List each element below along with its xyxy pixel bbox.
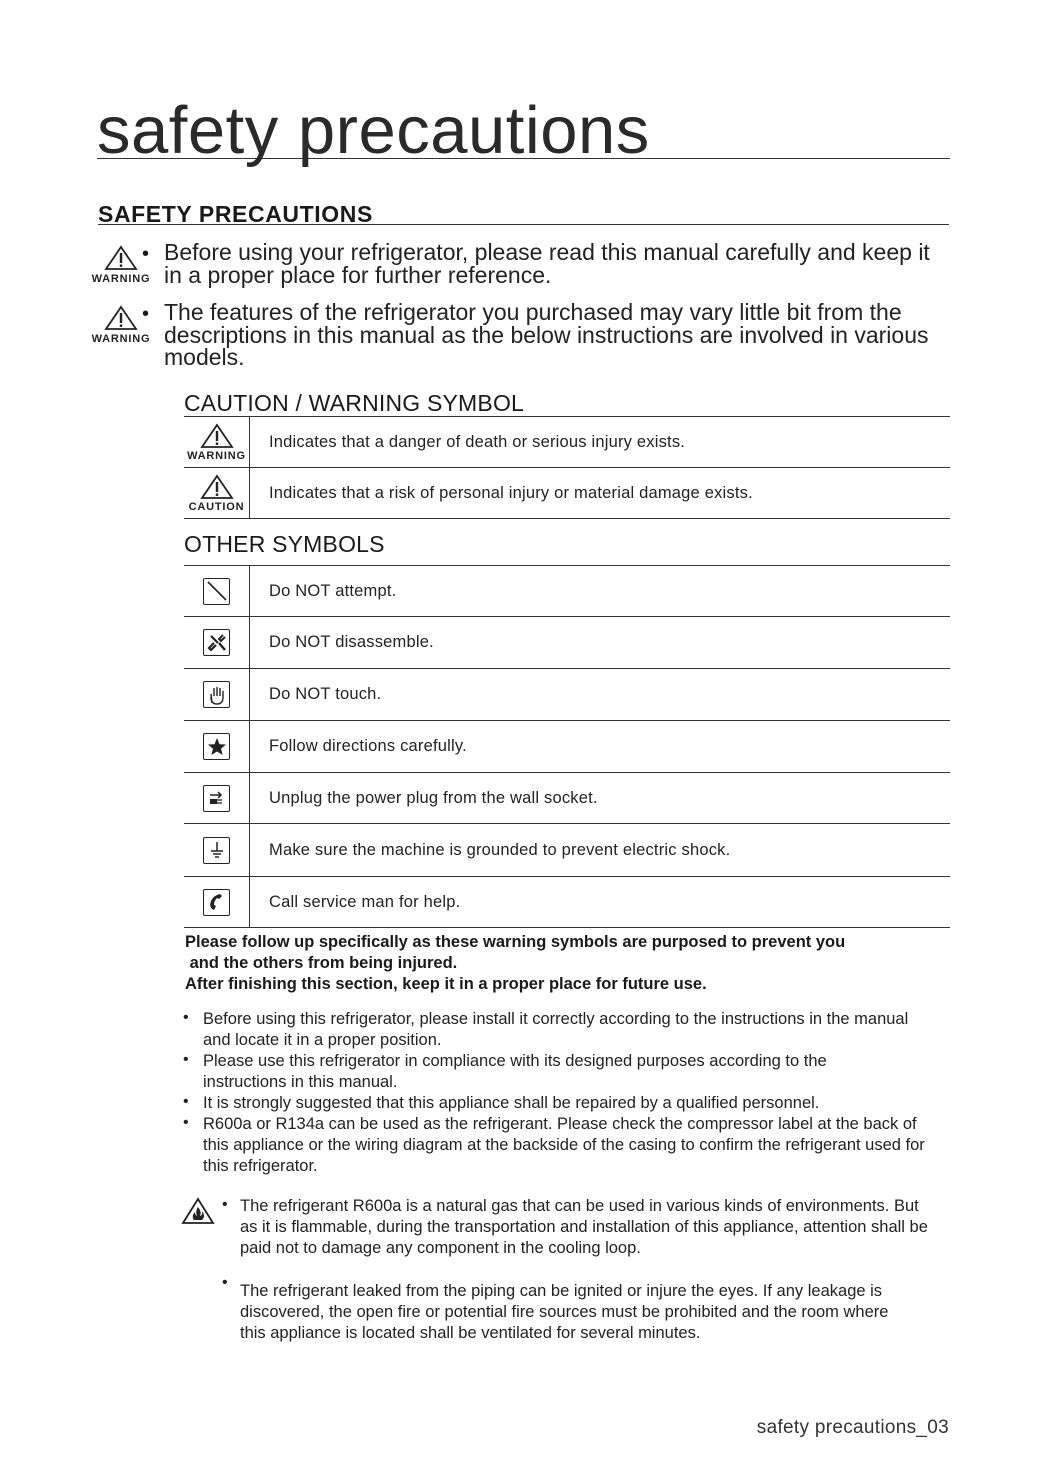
bold-note-line-1: Please follow up specifically as these warning symbols are purposed to prevent you [185, 933, 846, 951]
symbol-description: Call service man for help. [269, 892, 461, 911]
page-title-text: safety precautions [97, 93, 650, 168]
symbol-description: Indicates that a risk of personal injury or material damage exists. [269, 483, 753, 502]
warning-triangle-icon: WARNING [90, 305, 152, 345]
table-row [184, 773, 950, 824]
table-row [184, 617, 950, 669]
caution-triangle-icon: CAUTION [184, 468, 250, 518]
table-row [184, 721, 950, 773]
table-row [184, 669, 950, 721]
table-row [184, 468, 950, 519]
warning-text-2: The features of the refrigerator you purchased may vary little bit from the descriptions in this manual as the below instructions are involved in various models. [164, 299, 929, 370]
symbol-description: Do NOT attempt. [269, 581, 397, 600]
symbol-description: Do NOT disassemble. [269, 633, 434, 651]
flammable-warning-icon [181, 1197, 215, 1230]
symbol-description: Do NOT touch. [269, 685, 382, 703]
table-row [184, 824, 950, 877]
prohibited-icon [203, 578, 230, 605]
table-row [184, 566, 950, 617]
phone-icon [203, 889, 230, 916]
table-row [184, 417, 950, 468]
table-row [184, 877, 950, 928]
other-symbols-table [184, 565, 950, 928]
section-heading [98, 200, 949, 225]
caution-warning-table [184, 416, 950, 519]
section-heading-text: SAFETY PRECAUTIONS [98, 201, 373, 227]
bold-note-line-3: After finishing this section, keep it in a proper place for future use. [185, 975, 707, 993]
warning-triangle-icon: WARNING [184, 417, 250, 467]
caution-warning-heading: CAUTION / WARNING SYMBOL [184, 390, 525, 416]
page-footer: safety precautions_03 [756, 1417, 949, 1438]
bold-note-line-2: and the others from being injured. [185, 954, 458, 972]
unplug-icon [203, 785, 230, 812]
warning-text-1: Before using your refrigerator, please read this manual carefully and keep it in a proper place for further reference. [164, 239, 930, 288]
symbol-description: Indicates that a danger of death or serious injury exists. [269, 432, 686, 451]
star-icon [203, 733, 230, 760]
ground-icon [203, 837, 230, 864]
warning-triangle-icon: WARNING [90, 245, 152, 285]
no-touch-icon [203, 681, 230, 708]
page-title [97, 92, 950, 168]
symbol-description: Follow directions carefully. [269, 737, 467, 755]
no-disassemble-icon [203, 629, 230, 656]
symbol-description: Unplug the power plug from the wall socket. [269, 788, 598, 807]
other-symbols-heading: OTHER SYMBOLS [184, 531, 385, 557]
symbol-description: Make sure the machine is grounded to prevent electric shock. [269, 840, 731, 859]
